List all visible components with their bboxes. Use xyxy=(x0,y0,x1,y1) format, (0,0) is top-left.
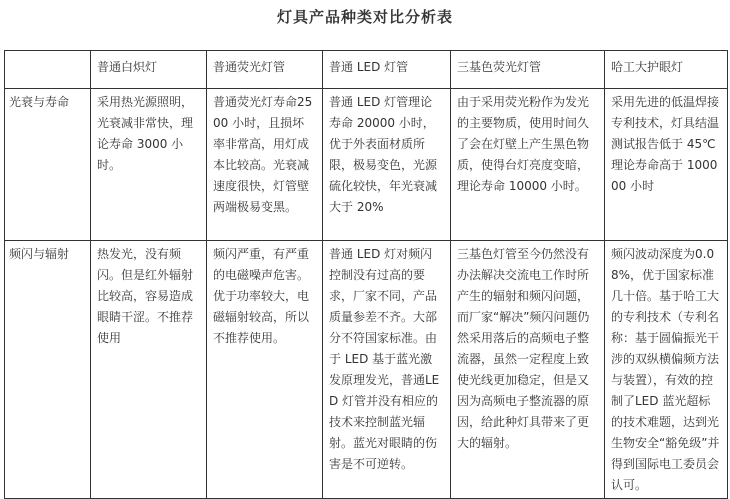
header-cell-incandescent: 普通白炽灯 xyxy=(91,51,207,89)
table-cell: 热发光，没有频闪。但是红外辐射比较高，容易造成眼睛干涩。不推荐使用 xyxy=(91,241,207,499)
comparison-table xyxy=(4,50,728,499)
table-cell: 普通荧光灯寿命2500 小时，且损坏率非常高，用灯成本比较高。光衰减速度很快，灯管壁两端极易变黑。 xyxy=(207,89,323,241)
table-row xyxy=(5,89,728,241)
header-cell-eye-care-lamp: 哈工大护眼灯 xyxy=(605,51,728,89)
table-row xyxy=(5,241,728,499)
table-cell: 采用先进的低温焊接专利技术，灯具结温测试报告低于 45℃理论寿命高于 100000 小时 xyxy=(605,89,728,241)
table-cell: 采用热光源照明，光衰减非常快，理论寿命 3000 小时。 xyxy=(91,89,207,241)
page-title: 灯具产品种类对比分析表 xyxy=(276,8,453,26)
row-label-lifespan: 光衰与寿命 xyxy=(5,89,91,241)
table-cell: 由于采用荧光粉作为发光的主要物质，使用时间久了会在灯壁上产生黑色物质，使得台灯亮度变暗，理论寿命 10000 小时。 xyxy=(451,89,605,241)
table-cell: 频闪严重，有严重的电磁噪声危害。优于功率较大，电磁辐射较高，所以不推荐使用。 xyxy=(207,241,323,499)
row-label-flicker-radiation: 频闪与辐射 xyxy=(5,241,91,499)
header-cell-tricolor-fluorescent: 三基色荧光灯管 xyxy=(451,51,605,89)
header-cell-led-tube: 普通 LED 灯管 xyxy=(323,51,451,89)
table-header-row xyxy=(5,51,728,89)
header-cell-empty xyxy=(5,51,91,89)
header-cell-fluorescent: 普通荧光灯管 xyxy=(207,51,323,89)
table-cell: 三基色灯管至今仍然没有办法解决交流电工作时所产生的辐射和频闪问题，而厂家“解决”频闪问题仍然采用落后的高频电子整流器，虽然一定程度上致使光线更加稳定，但是又因为高频电子整流器的原因，给此种灯具带来了更大的辐射。 xyxy=(451,241,605,499)
table-cell: 频闪波动深度为0.08%，优于国家标准几十倍。基于哈工大的专利技术（专利名称：基于圆偏振光干涉的双纵横偏频方法与装置），有效的控制了LED 蓝光超标的技术难题，达到光生物安全“豁免级”并得到国际电工委员会认可。 xyxy=(605,241,728,499)
table-cell: 普通 LED 灯管理论寿命 20000 小时，优于外表面材质所限，极易变色，光源硫化较快，年光衰减大于 20% xyxy=(323,89,451,241)
table-cell: 普通 LED 灯对频闪控制没有过高的要求，厂家不同，产品质量参差不齐。大部分不符国家标准。由于 LED 基于蓝光激发原理发光，普通LED 灯管并没有相应的技术来控制蓝光辐射。蓝光对眼睛的伤害是不可逆转。 xyxy=(323,241,451,499)
